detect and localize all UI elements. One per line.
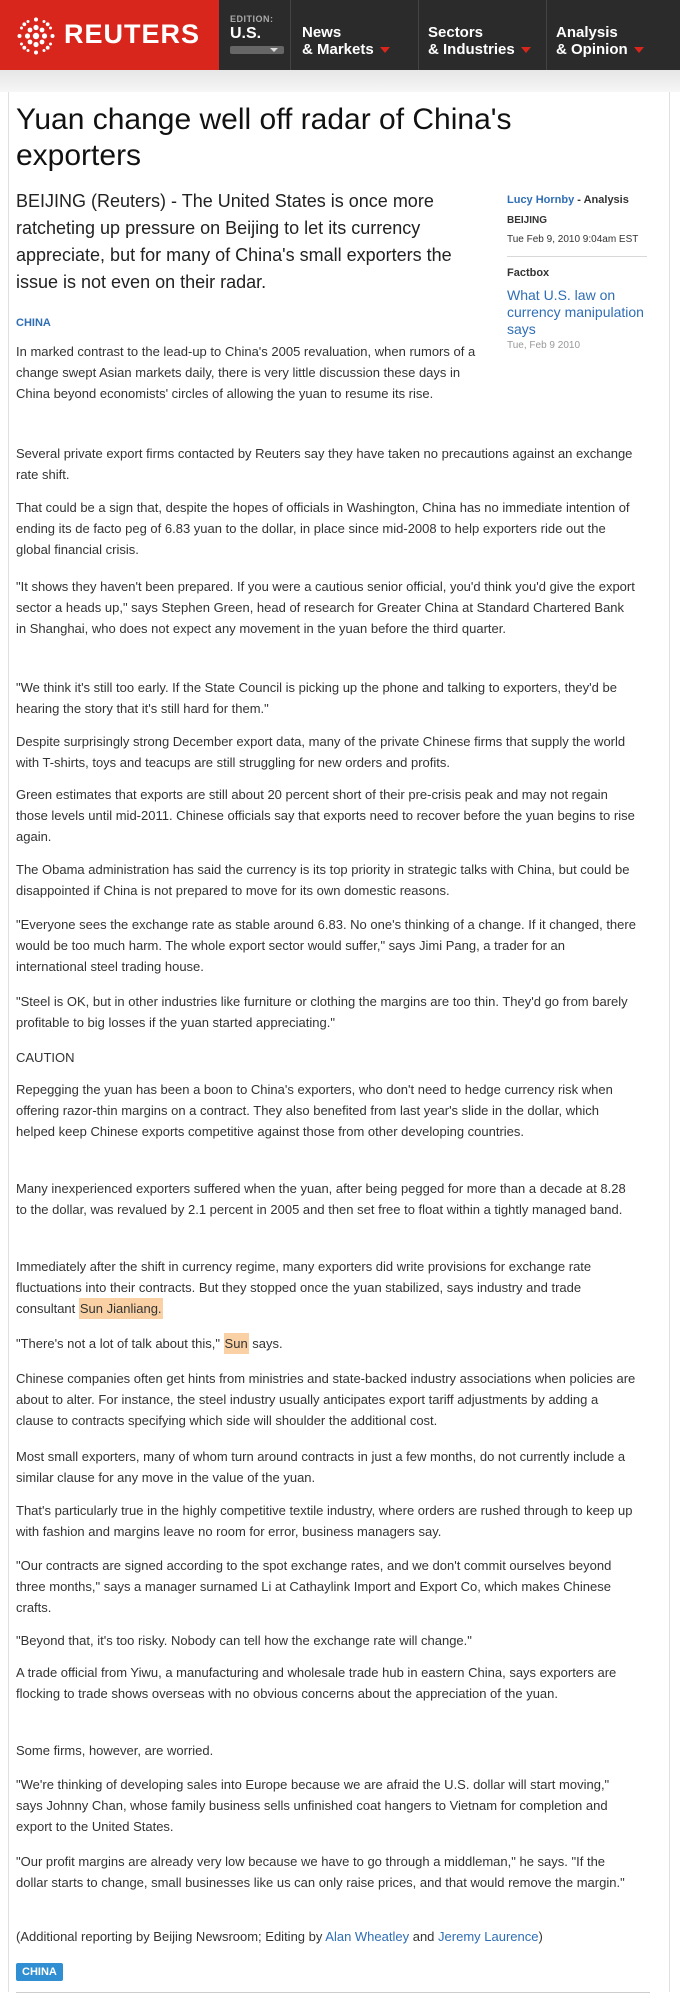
paragraph: Many inexperienced exporters suffered when the yuan, after being pegged for more than a decade at 8.28 to the dollar, was revalued by 2.1 percent in 2005 and then set free to float within a tightly managed band. xyxy=(16,1181,626,1217)
caret-down-icon xyxy=(521,47,531,53)
paragraph: Despite surprisingly strong December export data, many of the private Chinese firms that supply the world with T-shirts, toys and teacups are still struggling for new orders and profits. xyxy=(16,734,626,770)
nav-label-line2: & Markets xyxy=(302,41,374,58)
editor-link[interactable]: Jeremy Laurence xyxy=(438,1929,539,1944)
article-kind: - Analysis xyxy=(574,194,629,206)
paragraph: "Beyond that, it's too risky. Nobody can tell how the exchange rate will change." xyxy=(16,1633,472,1648)
edition-selector[interactable] xyxy=(230,14,286,54)
paragraph: Green estimates that exports are still about 20 percent short of their pre-crisis peak and may not regain those levels until mid-2011. Chinese officials say that exports need to recover before the yuan begins to rise again. xyxy=(16,787,635,844)
paragraph: Some firms, however, are worried. xyxy=(16,1743,214,1758)
paragraph: "It shows they haven't been prepared. If you were a cautious senior official, you'd think you'd give the export sector a heads up," says Stephen Green, head of research for Greater China at Standard Chartered Bank in Shanghai, who does not expect any movement in the yuan before the third quarter. xyxy=(16,579,635,636)
nav-label-line2: & Opinion xyxy=(556,41,628,58)
dateline-place: BEIJING xyxy=(507,215,548,226)
paragraph: Several private export firms contacted by Reuters say they have taken no precautions against an exchange rate shift. xyxy=(16,446,633,482)
paragraph: A trade official from Yiwu, a manufacturing and wholesale trade hub in eastern China, says exporters are flocking to trade shows overseas with no obvious concerns about the appreciation of the yuan. xyxy=(16,1665,617,1701)
article-lede: BEIJING (Reuters) - The United States is once more ratcheting up pressure on Beijing to let its currency appreciate, but for many of China's small exporters the issue is not even on their radar. xyxy=(16,191,452,292)
edition-value: U.S. xyxy=(230,25,262,42)
editor-link[interactable]: Alan Wheatley xyxy=(325,1929,410,1944)
caret-down-icon xyxy=(380,47,390,53)
paragraph: "Our profit margins are already very low because we have to go through a middleman," he says. "If the dollar starts to change, small businesses like us can only raise prices, and that would remove the margin." xyxy=(16,1854,625,1890)
site-header xyxy=(0,0,680,70)
divider xyxy=(507,256,647,257)
nav-label-line1: News xyxy=(302,24,342,41)
nav-label-line1: Sectors xyxy=(428,24,484,41)
header-shadow xyxy=(0,70,680,92)
nav-analysis-opinion[interactable] xyxy=(556,24,644,58)
paragraph xyxy=(16,1333,636,1354)
divider xyxy=(16,1992,650,1993)
paragraph: "Steel is OK, but in other industries like furniture or clothing the margins are too thin. They'd go from barely profitable to big losses if the yuan started appreciating." xyxy=(16,994,628,1030)
author-link[interactable]: Lucy Hornby xyxy=(507,194,575,206)
article-headline: Yuan change well off radar of China's exporters xyxy=(16,103,512,172)
paragraph-text: "There's not a lot of talk about this," xyxy=(16,1336,224,1351)
paragraph: Chinese companies often get hints from ministries and state-backed industry associations when policies are about to alter. For instance, the steel industry usually anticipates export tariff adjustments by adding a clause to contracts specifying which side will shoulder the additional cost. xyxy=(16,1371,636,1428)
paragraph xyxy=(16,1256,636,1319)
paragraph-text: says. xyxy=(248,1336,283,1351)
factbox-link[interactable]: What U.S. law on currency manipulation says xyxy=(507,287,644,337)
chevron-down-icon[interactable] xyxy=(230,46,284,54)
nav-sectors-industries[interactable] xyxy=(428,24,531,58)
article-sidebar xyxy=(507,190,647,351)
paragraph: "Everyone sees the exchange rate as stable around 6.83. No one's thinking of a change. If it changed, there would be too much harm. The whole export sector would suffer," says Jimi Pang, a trader for an international steel trading house. xyxy=(16,917,636,974)
caret-down-icon xyxy=(634,47,644,53)
credits xyxy=(16,1926,636,1947)
credits-prefix: (Additional reporting by Beijing Newsroom; Editing by xyxy=(16,1929,326,1944)
reuters-dots-icon xyxy=(16,16,56,56)
nav-label-line2: & Industries xyxy=(428,41,515,58)
paragraph: "We think it's still too early. If the State Council is picking up the phone and talking to exporters, they'd be hearing the story that it's still hard for them." xyxy=(16,680,617,716)
credits-suffix: ) xyxy=(538,1929,543,1944)
paragraph: "We're thinking of developing sales into Europe because we are afraid the U.S. dollar will start moving," says Johnny Chan, whose family business sells unfinished coat hangers to Vietnam for completion and export to the United States. xyxy=(16,1777,610,1834)
nav-news-markets[interactable] xyxy=(302,24,390,58)
nav-divider xyxy=(418,0,419,70)
credits-and: and xyxy=(409,1929,439,1944)
nav-divider xyxy=(546,0,547,70)
topic-tag-button[interactable]: CHINA xyxy=(16,1963,63,1981)
highlighted-name: Sun Jianliang. xyxy=(79,1298,163,1319)
section-subhead: CAUTION xyxy=(16,1050,75,1065)
paragraph: That's particularly true in the highly competitive textile industry, where orders are rushed through to keep up with fashion and margins leave no room for error, business managers say. xyxy=(16,1503,633,1539)
logo[interactable] xyxy=(0,0,219,70)
paragraph: "Our contracts are signed according to the spot exchange rates, and we don't commit ourselves beyond three months," says a manager surnamed Li at Cathaylink Import and Export Co, which makes Chinese crafts. xyxy=(16,1558,612,1615)
paragraph: In marked contrast to the lead-up to China's 2005 revaluation, when rumors of a change swept Asian markets daily, there is very little discussion these days in China beyond economists' circles of allowing the yuan to resume its rise. xyxy=(16,344,476,401)
paragraph: That could be a sign that, despite the hopes of officials in Washington, China has no immediate intention of ending its de facto peg of 6.83 yuan to the dollar, in place since mid-2008 to help exporters ride out the global financial crisis. xyxy=(16,500,630,557)
nav-label-line1: Analysis xyxy=(556,24,618,41)
nav-divider xyxy=(290,0,291,70)
factbox-label: Factbox xyxy=(507,267,550,279)
publish-date: Tue Feb 9, 2010 9:04am EST xyxy=(507,234,639,245)
logo-text: REUTERS xyxy=(64,19,201,49)
highlighted-name: Sun xyxy=(224,1333,249,1354)
factbox-date: Tue, Feb 9 2010 xyxy=(507,340,581,351)
paragraph: The Obama administration has said the currency is its top priority in strategic talks with China, but could be disappointed if China is not prepared to move for its own domestic reasons. xyxy=(16,862,630,898)
paragraph: Repegging the yuan has been a boon to China's exporters, who don't need to hedge currency risk when offering razor-thin margins on a contract. They also benefited from last year's slide in the dollar, which helped keep Chinese exports competitive against those from other developing countries. xyxy=(16,1082,613,1139)
edition-label: EDITION: xyxy=(230,14,274,24)
paragraph-text: Immediately after the shift in currency regime, many exporters did write provisions for exchange rate fluctuations into their contracts. But they stopped once the yuan stabilized, says industry and trade consultant xyxy=(16,1259,592,1316)
paragraph: Most small exporters, many of whom turn around contracts in just a few months, do not currently include a similar clause for any move in the value of the yuan. xyxy=(16,1449,626,1485)
topic-tag-link[interactable]: CHINA xyxy=(16,317,51,329)
